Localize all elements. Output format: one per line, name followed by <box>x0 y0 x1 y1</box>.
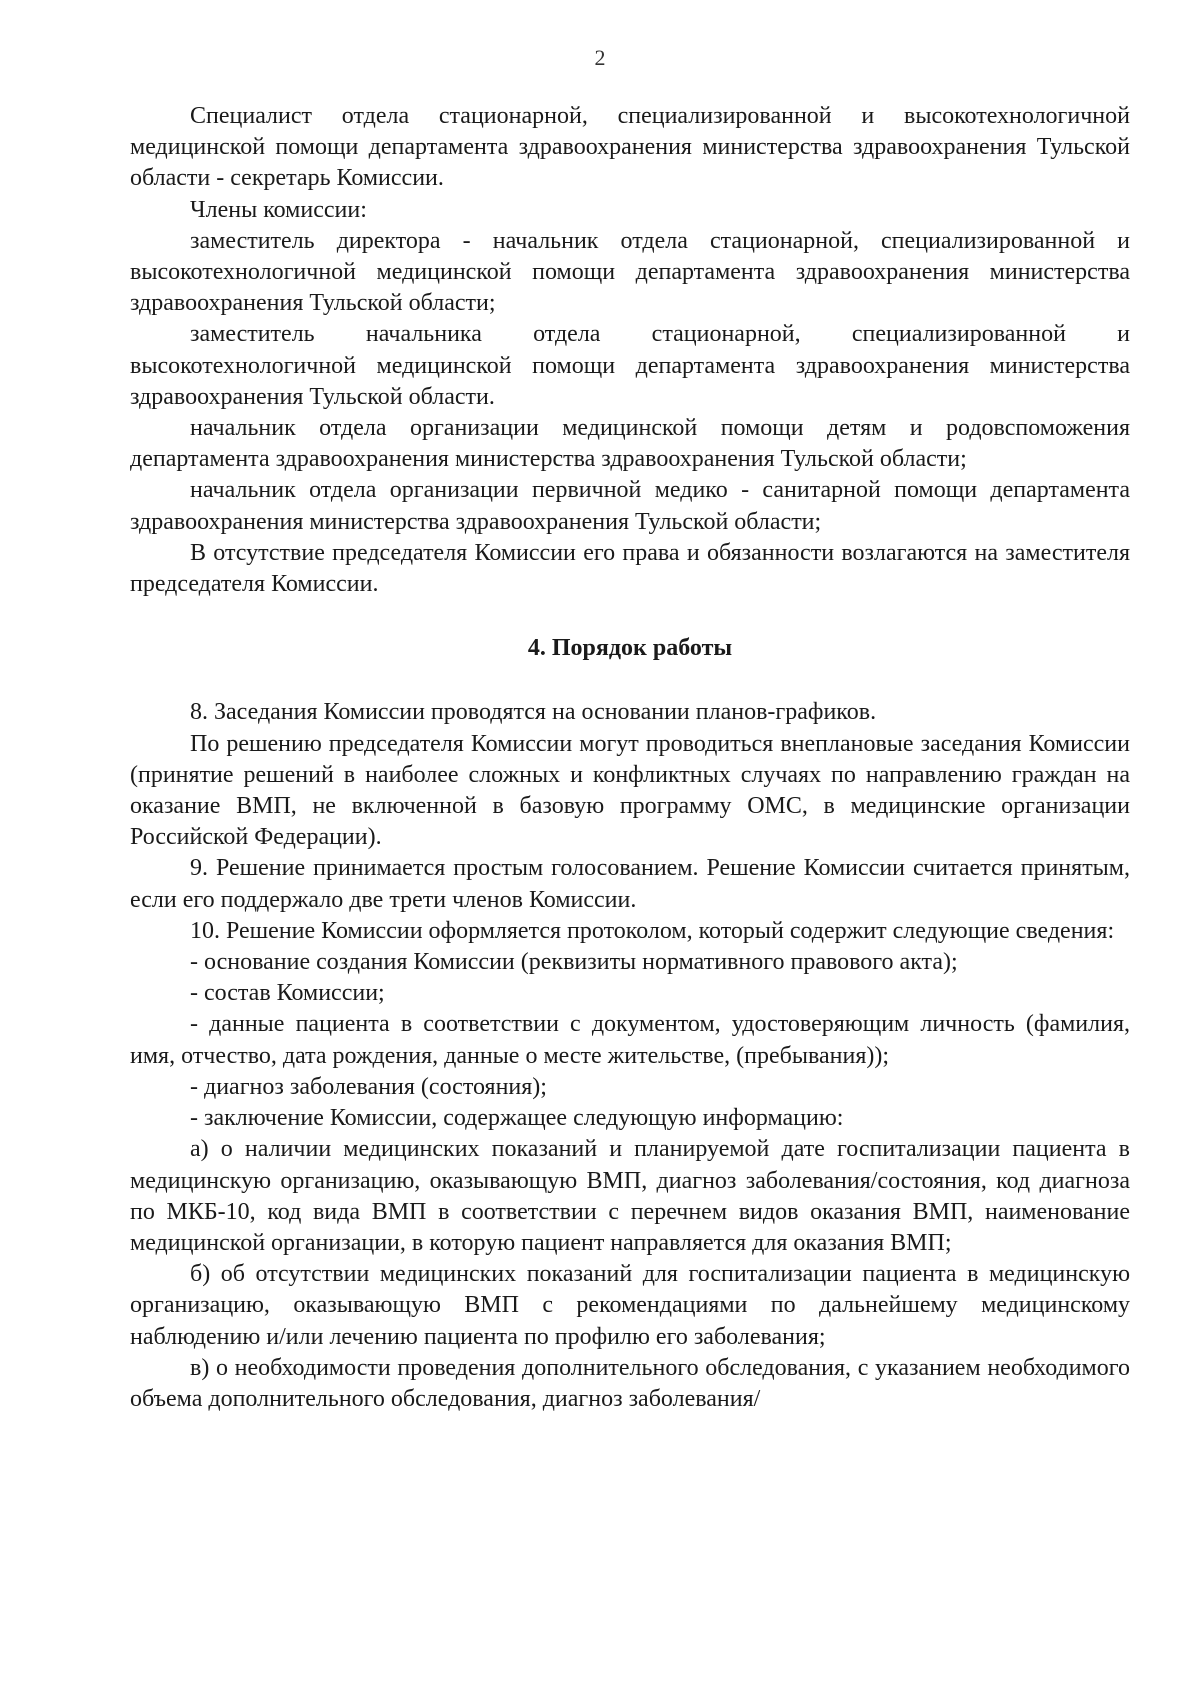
page-number: 2 <box>594 45 606 70</box>
list-item-conclusion: - заключение Комиссии, содержащее следующую информацию: <box>190 1105 844 1132</box>
paragraph-member-deputy-director: заместитель директора - начальник отдела стационарной, специализированной и высокотехнологичной медицинской помощи департамента здравоохранения министерства здравоохранения Тульской области; <box>130 227 1130 317</box>
paragraph-secretary: Специалист отдела стационарной, специализированной и высокотехнологичной медицинской помощи департамента здравоохранения министерства здравоохранения Тульской области - секретарь Комиссии. <box>130 103 1130 192</box>
subitem-a: а) о наличии медицинских показаний и планируемой дате госпитализации пациента в медицинскую организацию, оказывающую ВМП, диагноз заболевания/состояния, код диагноза по МКБ-10, код вида ВМП в соответствии с перечнем видов оказания ВМП, наименование медицинской организации, в которую пациент направляется для оказания ВМП; <box>130 1136 1130 1256</box>
paragraph-unscheduled-meetings: По решению председателя Комиссии могут проводиться внеплановые заседания Комиссии (принятие решений в наиболее сложных и конфликтных случаях по направлению граждан на оказание ВМП, не включенной в базовую программу ОМС, в медицинские организации Российской Федерации). <box>130 730 1130 851</box>
list-item-patient-data: - данные пациента в соответствии с документом, удостоверяющим личность (фамилия, имя, отчество, дата рождения, данные о месте жительстве, (пребывания)); <box>130 1011 1130 1069</box>
subitem-b: б) об отсутствии медицинских показаний для госпитализации пациента в медицинскую организацию, оказывающую ВМП с рекомендациями по дальнейшему медицинскому наблюдению и/или лечению пациента по профилю его заболевания; <box>130 1261 1130 1350</box>
paragraph-member-deputy-head: заместитель начальника отдела стационарной, специализированной и высокотехнологичной медицинской помощи департамента здравоохранения министерства здравоохранения Тульской области. <box>130 321 1130 410</box>
paragraph-member-primary-care-head: начальник отдела организации первичной медико - санитарной помощи департамента здравоохранения министерства здравоохранения Тульской области; <box>130 477 1130 535</box>
list-item-diagnosis: - диагноз заболевания (состояния); <box>190 1073 547 1100</box>
document-body <box>130 101 1130 1415</box>
section-heading: 4. Порядок работы <box>527 635 733 662</box>
paragraph-member-children-care-head: начальник отдела организации медицинской помощи детям и родовспоможения департамента здравоохранения министерства здравоохранения Тульской области; <box>130 415 1130 473</box>
list-item-basis: - основание создания Комиссии (реквизиты нормативного правового акта); <box>190 949 958 976</box>
subitem-v: в) о необходимости проведения дополнительного обследования, с указанием необходимого объема дополнительного обследования, диагноз заболевания/ <box>130 1354 1130 1412</box>
list-item-composition: - состав Комиссии; <box>190 980 385 1007</box>
paragraph-item-8: 8. Заседания Комиссии проводятся на основании планов-графиков. <box>190 699 877 726</box>
paragraph-item-10: 10. Решение Комиссии оформляется протоколом, который содержит следующие сведения: <box>190 917 1115 944</box>
paragraph-members-heading: Члены комиссии: <box>190 196 367 223</box>
paragraph-chair-absence: В отсутствие председателя Комиссии его права и обязанности возлагаются на заместителя председателя Комиссии. <box>130 539 1130 598</box>
paragraph-item-9: 9. Решение принимается простым голосованием. Решение Комиссии считается принятым, если его поддержало две трети членов Комиссии. <box>130 855 1130 913</box>
